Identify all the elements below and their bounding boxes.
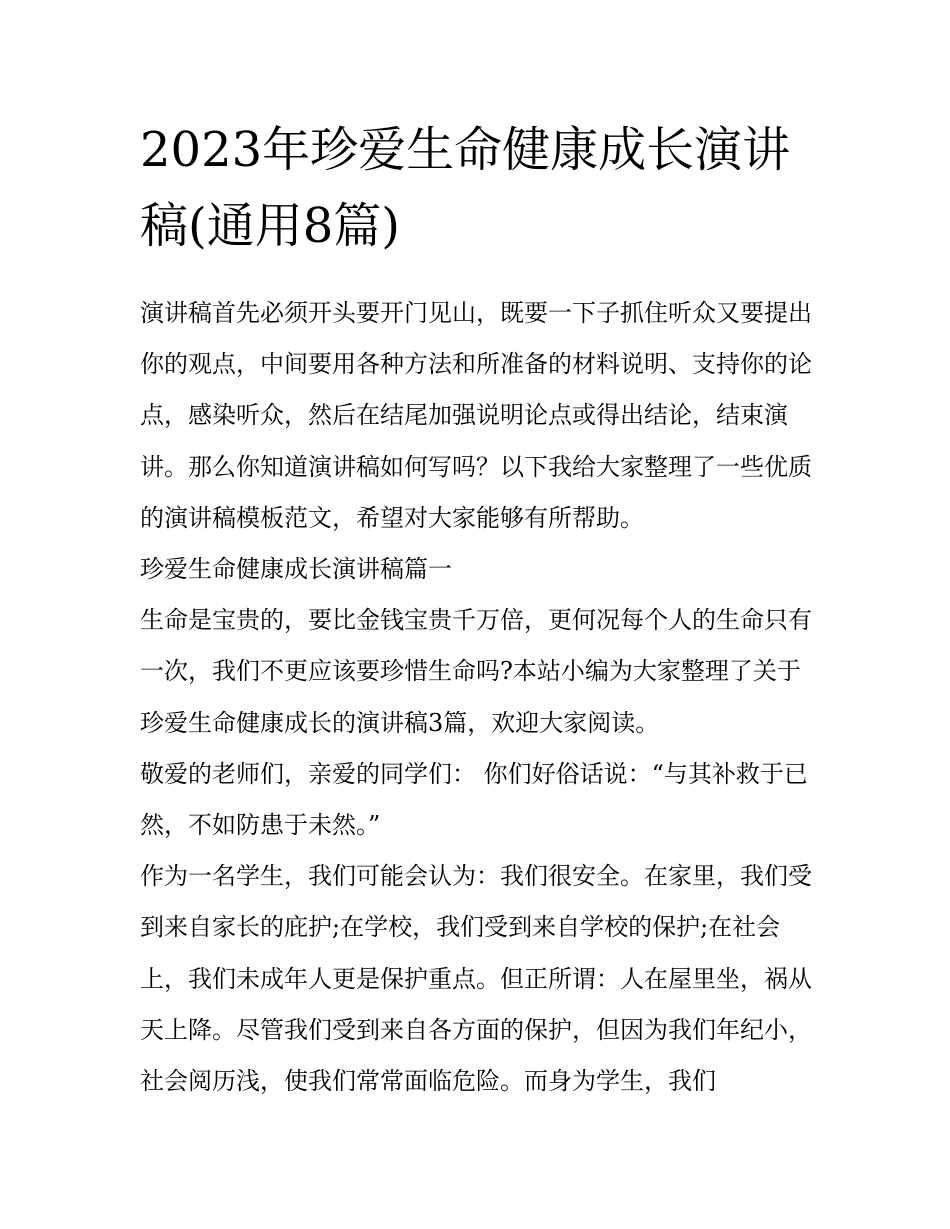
intro-paragraph: 演讲稿首先必须开头要开门见山，既要一下子抓住听众又要提出你的观点，中间要用各种方法和所准备的材料说明、支持你的论点，感染听众，然后在结尾加强说明论点或得出结论，结束演讲。那么你知道演讲稿如何写吗？以下我给大家整理了一些优质的演讲稿模板范文，希望对大家能够有所帮助。 <box>140 299 812 532</box>
body-paragraph: 作为一名学生，我们可能会认为：我们很安全。在家里，我们受到来自家长的庇护;在学校，我们受到来自学校的保护;在社会上，我们未成年人更是保护重点。但正所谓：人在屋里坐，祸从天上降。尽管我们受到来自各方面的保护，但因为我们年纪小，社会阅历浅，使我们常常面临危险。而身为学生，我们 <box>140 862 812 1096</box>
section-heading: 珍爱生命健康成长演讲稿篇一 <box>140 555 452 584</box>
document-body <box>140 288 812 1107</box>
document-title: 2023年珍爱生命健康成长演讲稿(通用8篇) <box>140 122 791 254</box>
document-content <box>140 112 812 1107</box>
greeting-paragraph: 敬爱的老师们，亲爱的同学们： 你们好俗话说：“与其补救于已然，不如防患于未然。” <box>140 759 808 840</box>
body-paragraph: 生命是宝贵的，要比金钱宝贵千万倍，更何况每个人的生命只有一次，我们不更应该要珍惜生命吗?本站小编为大家整理了关于珍爱生命健康成长的演讲稿3篇，欢迎大家阅读。 <box>140 606 812 737</box>
